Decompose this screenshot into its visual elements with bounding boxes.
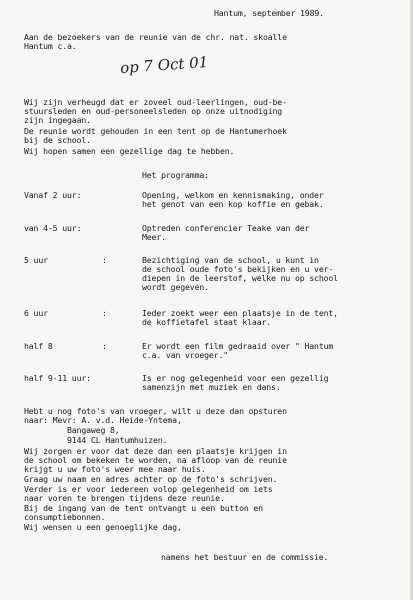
closing-line: Hebt u nog foto's van vroeger, wilt u deze dan opsturen [24, 406, 287, 416]
closing-line: Bij de ingang van de tent ontvangt u een button en [24, 503, 263, 513]
closing-line: 9144 CL Hantumhuizen. [24, 435, 168, 445]
closing-line: Bangaweg 8, [24, 425, 120, 435]
program-desc-line: samenzijn met muziek en dans. [142, 382, 281, 392]
intro-line: De reunie wordt gehouden in een tent op de Hantumerhoek [24, 126, 287, 136]
program-colon: : [102, 255, 107, 265]
program-desc-line: c.a. van vroeger." [142, 350, 229, 360]
program-desc-line: Er wordt een film gedraaid over " Hantum [142, 341, 334, 351]
program-colon: : [102, 341, 107, 351]
program-time: half 8 [24, 341, 53, 351]
closing-line: Wij wensen u een genoeglijke dag, [24, 522, 182, 532]
handwritten-note: op 7 Oct 01 [119, 52, 209, 78]
program-time: van 4-5 uur: [24, 223, 82, 233]
place-date: Hantum, september 1989. [214, 8, 324, 18]
program-time: 5 uur [24, 255, 48, 265]
programma-title: Het programma: [142, 170, 209, 180]
program-desc-line: de school oude foto's bekijken en u ver- [142, 264, 334, 274]
closing-line: de school om bekeken te worden, na afloop van de reunie [24, 455, 287, 465]
closing-line: Wij zorgen er voor dat deze dan een plaatsje krijgen in [24, 446, 287, 456]
program-colon: : [102, 308, 107, 318]
program-time: Vanaf 2 uur: [24, 190, 82, 200]
signature-line: namens het bestuur en de commissie. [161, 552, 329, 562]
closing-line: naar: Mevr: A. v.d. Heide-Yntema, [24, 415, 182, 425]
program-time: 6 uur [24, 308, 48, 318]
program-desc-line: Optreden conferencier Teake van der [142, 223, 310, 233]
program-time: half 9-11 uur: [24, 373, 91, 383]
intro-line: Wij zijn verheugd dat er zoveel oud-leerlingen, oud-be- [24, 97, 287, 107]
program-desc-line: Ieder zoekt weer een plaatsje in de tent, [142, 308, 338, 318]
program-desc-line: diepen in de leerstof, welke nu op school [142, 273, 338, 283]
intro-line: bij de school. [24, 135, 91, 145]
closing-line: Verder is er voor iedereen volop gelegenheid om iets [24, 484, 273, 494]
intro-line: zijn ingegaan. [24, 115, 91, 125]
program-desc-line: de koffietafel staat klaar. [142, 317, 272, 327]
program-desc-line: het genot van een kop koffie en gebak. [142, 199, 324, 209]
program-desc-line: Opening, welkom en kennismaking, onder [142, 190, 324, 200]
addressee-line-2: Hantum c.a. [24, 41, 77, 51]
closing-line: krijgt u uw foto's weer mee naar huis. [24, 464, 206, 474]
intro-line: Wij hopen samen een gezellige dag te hebben. [24, 146, 235, 156]
addressee-line-1: Aan de bezoekers van de reunie van de chr. nat. skoalle [24, 32, 287, 42]
closing-line: Graag uw naam en adres achter op de foto's schrijven. [24, 474, 278, 484]
closing-line: consumptiebonnen. [24, 512, 106, 522]
program-desc-line: Bezichtiging van de school, u kunt in [142, 255, 319, 265]
program-desc-line: Meer. [142, 232, 166, 242]
closing-line: naar voren te brengen tijdens deze reunie. [24, 493, 225, 503]
program-desc-line: wordt gegeven. [142, 282, 209, 292]
intro-line: stuursleden en oud-personeelsleden op onze uitnodiging [24, 106, 283, 116]
program-desc-line: Is er nog gelegenheid voor een gezellig [142, 373, 329, 383]
